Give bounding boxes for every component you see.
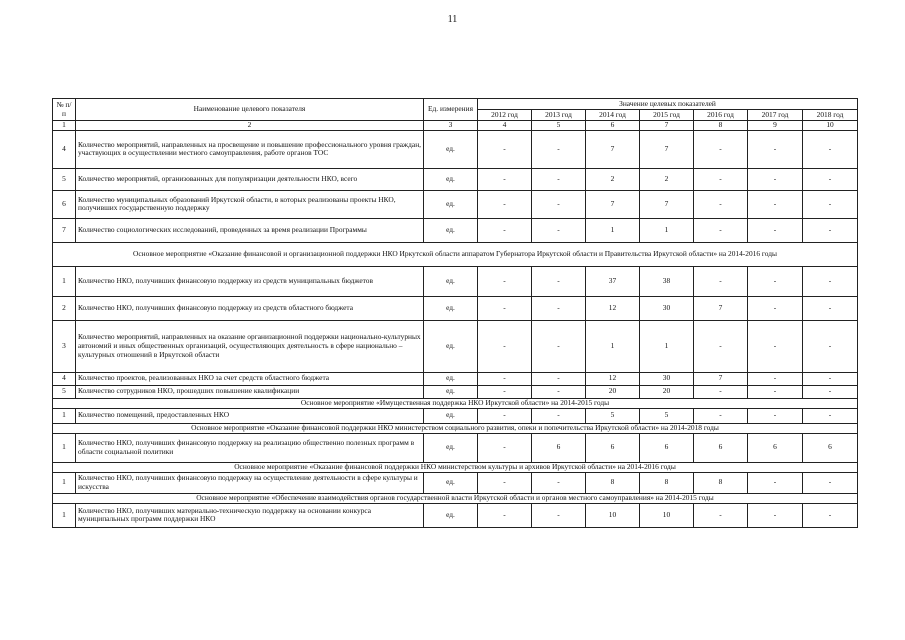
- value-cell: -: [478, 385, 532, 398]
- value-cell: -: [748, 385, 803, 398]
- header-name: Наименование целевого показателя: [76, 99, 424, 121]
- value-cell: 2: [586, 168, 640, 190]
- header-year: 2013 год: [532, 110, 586, 121]
- header-year: 2017 год: [748, 110, 803, 121]
- value-cell: -: [803, 503, 858, 527]
- header-year: 2016 год: [694, 110, 748, 121]
- value-cell: -: [803, 372, 858, 385]
- value-cell: 7: [694, 372, 748, 385]
- value-cell: 1: [586, 320, 640, 372]
- value-cell: -: [478, 320, 532, 372]
- unit-cell: ед.: [424, 130, 478, 168]
- value-cell: -: [478, 130, 532, 168]
- value-cell: -: [532, 320, 586, 372]
- value-cell: -: [532, 190, 586, 218]
- value-cell: -: [748, 503, 803, 527]
- table-row: [53, 472, 858, 493]
- value-cell: -: [478, 218, 532, 242]
- table-row: [53, 190, 858, 218]
- unit-cell: ед.: [424, 218, 478, 242]
- value-cell: 6: [640, 433, 694, 462]
- table-row: [53, 168, 858, 190]
- indicator-name: Количество муниципальных образований Иркутской области, в которых реализованы проекты НКО, получивших государственную поддержку: [76, 190, 424, 218]
- value-cell: -: [803, 472, 858, 493]
- value-cell: 30: [640, 372, 694, 385]
- value-cell: 10: [640, 503, 694, 527]
- unit-cell: ед.: [424, 168, 478, 190]
- header-index: 1: [53, 121, 76, 131]
- unit-cell: ед.: [424, 266, 478, 296]
- value-cell: 20: [640, 385, 694, 398]
- row-number: 1: [53, 472, 76, 493]
- indicator-name: Количество помещений, предоставленных НКО: [76, 408, 424, 423]
- value-cell: 6: [694, 433, 748, 462]
- value-cell: -: [694, 168, 748, 190]
- page-number: 11: [447, 14, 458, 25]
- value-cell: 7: [586, 190, 640, 218]
- value-cell: -: [532, 372, 586, 385]
- value-cell: -: [748, 296, 803, 320]
- header-year: 2018 год: [803, 110, 858, 121]
- value-cell: 2: [640, 168, 694, 190]
- section-title: Основное мероприятие «Имущественная поддержка НКО Иркутской области» на 2014-2015 годы: [53, 398, 858, 408]
- value-cell: 30: [640, 296, 694, 320]
- header-index: 5: [532, 121, 586, 131]
- value-cell: -: [694, 218, 748, 242]
- row-number: 5: [53, 385, 76, 398]
- table-row: [53, 320, 858, 372]
- header-index: 7: [640, 121, 694, 131]
- header-values: Значение целевых показателей: [478, 99, 858, 110]
- row-number: 2: [53, 296, 76, 320]
- value-cell: 1: [640, 218, 694, 242]
- value-cell: 8: [640, 472, 694, 493]
- value-cell: -: [694, 408, 748, 423]
- unit-cell: ед.: [424, 385, 478, 398]
- indicator-name: Количество НКО, получивших финансовую поддержку на осуществление деятельности в сфере культуры и искусства: [76, 472, 424, 493]
- value-cell: 6: [748, 433, 803, 462]
- value-cell: -: [478, 503, 532, 527]
- value-cell: 37: [586, 266, 640, 296]
- indicator-name: Количество НКО, получивших финансовую поддержку из средств муниципальных бюджетов: [76, 266, 424, 296]
- section-title: Основное мероприятие «Оказание финансовой поддержки НКО министерством социального развития, опеки и попечительства Иркутской области» на 2014-2018 годы: [53, 423, 858, 433]
- value-cell: 5: [640, 408, 694, 423]
- section-title: Основное мероприятие «Оказание финансовой и организационной поддержки НКО Иркутской области аппаратом Губернатора Иркутской области и Правительства Иркутской области» на 2014-2016 годы: [53, 242, 858, 266]
- unit-cell: ед.: [424, 296, 478, 320]
- indicator-name: Количество проектов, реализованных НКО за счет средств областного бюджета: [76, 372, 424, 385]
- header-index: 3: [424, 121, 478, 131]
- value-cell: 7: [694, 296, 748, 320]
- value-cell: -: [478, 372, 532, 385]
- value-cell: 7: [640, 130, 694, 168]
- value-cell: -: [748, 472, 803, 493]
- value-cell: -: [532, 168, 586, 190]
- value-cell: -: [532, 218, 586, 242]
- table-row: [53, 296, 858, 320]
- section-title: Основное мероприятие «Оказание финансовой поддержки НКО министерством культуры и архивов Иркутской области» на 2014-2016 годы: [53, 462, 858, 472]
- indicator-name: Количество сотрудников НКО, прошедших повышение квалификации: [76, 385, 424, 398]
- value-cell: -: [478, 472, 532, 493]
- value-cell: 38: [640, 266, 694, 296]
- unit-cell: ед.: [424, 503, 478, 527]
- value-cell: -: [803, 130, 858, 168]
- value-cell: -: [748, 372, 803, 385]
- row-number: 1: [53, 266, 76, 296]
- unit-cell: ед.: [424, 472, 478, 493]
- header-year: 2014 год: [586, 110, 640, 121]
- indicator-name: Количество НКО, получивших финансовую поддержку на реализацию общественно полезных программ в области социальной политики: [76, 433, 424, 462]
- indicator-name: Количество НКО, получивших материально-техническую поддержку на основании конкурса муниципальных программ поддержки НКО: [76, 503, 424, 527]
- value-cell: -: [803, 218, 858, 242]
- unit-cell: ед.: [424, 190, 478, 218]
- header-no: № п/п: [53, 99, 76, 121]
- section-row: [53, 242, 858, 266]
- table-row: [53, 433, 858, 462]
- indicators-table: [52, 98, 858, 528]
- value-cell: -: [803, 408, 858, 423]
- table-row: [53, 503, 858, 527]
- indicator-name: Количество НКО, получивших финансовую поддержку из средств областного бюджета: [76, 296, 424, 320]
- value-cell: -: [694, 385, 748, 398]
- value-cell: -: [478, 190, 532, 218]
- header-year: 2012 год: [478, 110, 532, 121]
- indicator-name: Количество мероприятий, направленных на оказание организационной поддержки национально-культурных автономий и иных общественных организаций, осуществляющих деятельность в сфере национально – культурных отношений в Иркутской области: [76, 320, 424, 372]
- row-number: 3: [53, 320, 76, 372]
- indicator-name: Количество мероприятий, направленных на просвещение и повышение профессионального уровня граждан, участвующих в осуществлении местного самоуправления, работе органов ТОС: [76, 130, 424, 168]
- value-cell: -: [478, 266, 532, 296]
- value-cell: -: [532, 296, 586, 320]
- value-cell: -: [803, 320, 858, 372]
- value-cell: -: [694, 266, 748, 296]
- value-cell: 12: [586, 296, 640, 320]
- header-unit: Ед. измерения: [424, 99, 478, 121]
- value-cell: -: [478, 168, 532, 190]
- row-number: 4: [53, 130, 76, 168]
- value-cell: 10: [586, 503, 640, 527]
- value-cell: -: [478, 408, 532, 423]
- value-cell: -: [694, 503, 748, 527]
- value-cell: 8: [586, 472, 640, 493]
- table-row: [53, 218, 858, 242]
- value-cell: -: [478, 433, 532, 462]
- value-cell: -: [532, 503, 586, 527]
- value-cell: -: [694, 130, 748, 168]
- row-number: 7: [53, 218, 76, 242]
- indicator-name: Количество мероприятий, организованных для популяризации деятельности НКО, всего: [76, 168, 424, 190]
- unit-cell: ед.: [424, 408, 478, 423]
- value-cell: -: [532, 130, 586, 168]
- indicator-name: Количество социологических исследований, проведенных за время реализации Программы: [76, 218, 424, 242]
- value-cell: -: [532, 472, 586, 493]
- value-cell: -: [803, 266, 858, 296]
- value-cell: 7: [586, 130, 640, 168]
- value-cell: -: [532, 385, 586, 398]
- value-cell: 6: [803, 433, 858, 462]
- header-index: 8: [694, 121, 748, 131]
- unit-cell: ед.: [424, 433, 478, 462]
- unit-cell: ед.: [424, 320, 478, 372]
- value-cell: -: [532, 266, 586, 296]
- value-cell: 8: [694, 472, 748, 493]
- header-year: 2015 год: [640, 110, 694, 121]
- value-cell: 6: [532, 433, 586, 462]
- table-row: [53, 372, 858, 385]
- table-row: [53, 385, 858, 398]
- value-cell: -: [532, 408, 586, 423]
- table-row: [53, 408, 858, 423]
- row-number: 1: [53, 503, 76, 527]
- value-cell: -: [748, 168, 803, 190]
- row-number: 1: [53, 433, 76, 462]
- value-cell: -: [748, 130, 803, 168]
- value-cell: -: [478, 296, 532, 320]
- table-row: [53, 130, 858, 168]
- header-index: 4: [478, 121, 532, 131]
- row-number: 6: [53, 190, 76, 218]
- header-index: 9: [748, 121, 803, 131]
- row-number: 4: [53, 372, 76, 385]
- value-cell: 5: [586, 408, 640, 423]
- section-row: [53, 462, 858, 472]
- value-cell: 20: [586, 385, 640, 398]
- value-cell: 6: [586, 433, 640, 462]
- section-row: [53, 398, 858, 408]
- value-cell: -: [748, 408, 803, 423]
- value-cell: 1: [586, 218, 640, 242]
- value-cell: 12: [586, 372, 640, 385]
- value-cell: -: [803, 168, 858, 190]
- value-cell: 7: [640, 190, 694, 218]
- value-cell: -: [694, 320, 748, 372]
- unit-cell: ед.: [424, 372, 478, 385]
- row-number: 1: [53, 408, 76, 423]
- row-number: 5: [53, 168, 76, 190]
- header-index: 10: [803, 121, 858, 131]
- value-cell: -: [748, 190, 803, 218]
- section-row: [53, 493, 858, 503]
- section-row: [53, 423, 858, 433]
- section-title: Основное мероприятие «Обеспечение взаимодействия органов государственной власти Иркутской области и органов местного самоуправления» на 2014-2015 годы: [53, 493, 858, 503]
- table-row: [53, 266, 858, 296]
- value-cell: -: [803, 296, 858, 320]
- value-cell: -: [748, 218, 803, 242]
- header-index: 2: [76, 121, 424, 131]
- value-cell: 1: [640, 320, 694, 372]
- value-cell: -: [694, 190, 748, 218]
- value-cell: -: [748, 266, 803, 296]
- value-cell: -: [803, 190, 858, 218]
- value-cell: -: [803, 385, 858, 398]
- header-index: 6: [586, 121, 640, 131]
- value-cell: -: [748, 320, 803, 372]
